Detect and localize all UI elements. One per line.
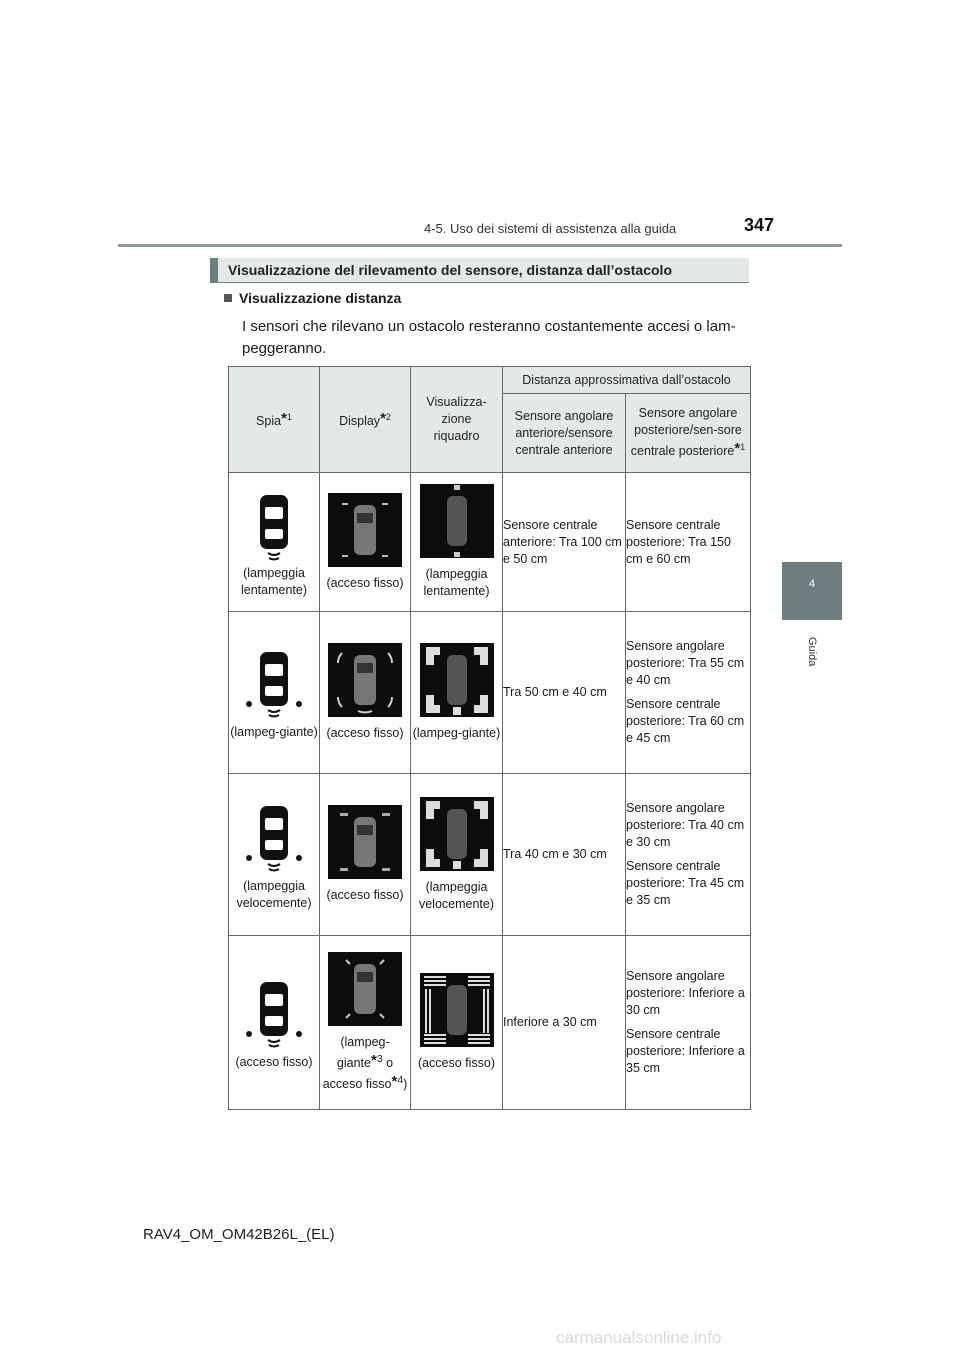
distance-table — [228, 366, 751, 1110]
display-cell — [320, 612, 411, 774]
distance-text: Sensore angolare posteriore: Inferiore a 30 cm — [626, 969, 745, 1017]
header-front-sensor: Sensore angolare anteriore/sensore centrale anteriore — [503, 394, 626, 473]
display-caption: (acceso fisso) — [326, 888, 404, 902]
distance-text: Sensore angolare posteriore: Tra 55 cm e 40 cm — [626, 639, 745, 687]
display-caption: (acceso fisso) — [326, 575, 404, 590]
page-number: 347 — [744, 215, 775, 235]
footnote-star-icon: * — [391, 1073, 398, 1091]
front-distance-cell — [503, 612, 626, 774]
riquadro-cell — [411, 774, 503, 936]
distance-text: Sensore centrale posteriore: Tra 45 cm e 35 cm — [626, 859, 745, 907]
front-distance-cell — [503, 936, 626, 1110]
footnote-ref: 1 — [740, 442, 746, 453]
riquadro-caption: (lampeg-giante) — [412, 726, 501, 740]
riquadro-caption: (lampeggia velocemente) — [418, 879, 495, 911]
front-distance-cell — [503, 774, 626, 936]
section-title: Visualizzazione del rilevamento del sensore, distanza dall’ostacolo — [228, 262, 672, 278]
rear-distance-cell — [626, 774, 751, 936]
spia-caption: (lampeggia lentamente) — [240, 566, 307, 597]
subheading — [224, 290, 401, 306]
spia-caption: (lampeggia velocemente) — [236, 878, 312, 910]
display-caption-part: (lampeg-giante — [336, 1034, 390, 1070]
section-title-underline — [210, 282, 749, 283]
display-cell — [320, 936, 411, 1110]
display-screen-icon — [328, 952, 402, 1026]
display-caption-part: ) — [403, 1077, 408, 1092]
riquadro-caption: (lampeggia lentamente) — [423, 567, 490, 598]
riquadro-caption: (acceso fisso) — [417, 1056, 496, 1070]
riquadro-cell — [411, 936, 503, 1110]
table-row — [229, 774, 751, 936]
header-rear-label: Sensore angolare posteriore/sen-sore centrale posteriore — [630, 406, 742, 459]
chapter-tab[interactable] — [782, 562, 842, 620]
table-row — [229, 612, 751, 774]
bullet-square-icon — [224, 294, 232, 302]
display-screen-icon — [328, 493, 402, 567]
car-indicator-icon — [234, 485, 314, 565]
riquadro-cell — [411, 612, 503, 774]
watermark: carmanualsonline.info — [556, 1328, 722, 1347]
footnote-ref: 4 — [397, 1075, 404, 1086]
chapter-number: 4 — [808, 578, 816, 590]
display-caption — [320, 1034, 410, 1093]
table-row — [229, 936, 751, 1110]
frame-screen-icon — [420, 797, 494, 871]
footnote-star-icon: * — [370, 1052, 377, 1069]
distance-text: Sensore centrale posteriore: Inferiore a 35 cm — [626, 1027, 745, 1075]
distance-text: Sensore centrale posteriore: Tra 150 cm e 60 cm — [626, 517, 731, 566]
rear-distance-cell — [626, 473, 751, 612]
header-riquadro: Visualizza-zione riquadro — [411, 367, 503, 473]
display-cell — [320, 473, 411, 612]
header-rule — [118, 244, 842, 247]
rear-distance-cell — [626, 936, 751, 1110]
car-indicator-icon — [234, 974, 314, 1054]
spia-cell — [229, 473, 320, 612]
frame-screen-icon — [420, 643, 494, 717]
chapter-label: Guida — [806, 637, 818, 667]
distance-text: Sensore centrale posteriore: Tra 60 cm e 45 cm — [626, 697, 745, 745]
footnote-ref: 2 — [385, 411, 391, 422]
riquadro-cell — [411, 473, 503, 612]
distance-text: Tra 50 cm e 40 cm — [503, 685, 607, 699]
header-rear-sensor — [626, 394, 751, 473]
section-title-bar — [210, 258, 749, 282]
footnote-star-icon: * — [281, 410, 287, 428]
subheading-text: Visualizzazione distanza — [239, 290, 402, 306]
car-indicator-icon — [234, 644, 314, 724]
footnote-ref: 1 — [286, 411, 292, 422]
header-spia-label: Spia — [256, 414, 282, 429]
footnote-ref: 3 — [376, 1053, 383, 1065]
display-caption-part: o acceso fisso — [322, 1056, 394, 1092]
spia-caption: (lampeg-giante) — [230, 725, 318, 739]
frame-screen-icon — [420, 484, 494, 558]
rear-distance-cell — [626, 612, 751, 774]
footer-document-code: RAV4_OM_OM42B26L_(EL) — [143, 1226, 335, 1243]
header-display-label: Display — [339, 414, 381, 429]
display-screen-icon — [328, 805, 402, 879]
distance-text: Sensore angolare posteriore: Tra 40 cm e 30 cm — [626, 801, 745, 849]
header-spia — [229, 367, 320, 473]
distance-text: Sensore centrale anteriore: Tra 100 cm e 50 cm — [503, 517, 622, 566]
header-distance: Distanza approssimativa dall’ostacolo — [503, 367, 751, 394]
frame-screen-icon — [420, 973, 494, 1047]
car-indicator-icon — [234, 798, 314, 878]
spia-caption: (acceso fisso) — [235, 1055, 313, 1069]
distance-text: Tra 40 cm e 30 cm — [503, 847, 607, 861]
body-paragraph: I sensori che rilevano un ostacolo resteranno costantemente accesi o lam-peggeranno. — [242, 318, 736, 357]
spia-cell — [229, 612, 320, 774]
display-caption: (acceso fisso) — [326, 726, 404, 740]
spia-cell — [229, 774, 320, 936]
display-cell — [320, 774, 411, 936]
spia-cell — [229, 936, 320, 1110]
distance-text: Inferiore a 30 cm — [503, 1015, 597, 1029]
table-row — [229, 473, 751, 612]
display-screen-icon — [328, 643, 402, 717]
header-section-title: 4-5. Uso dei sistemi di assistenza alla guida — [424, 221, 677, 236]
header-display — [320, 367, 411, 473]
footnote-star-icon: * — [734, 440, 741, 458]
footnote-star-icon: * — [380, 410, 386, 428]
front-distance-cell — [503, 473, 626, 612]
